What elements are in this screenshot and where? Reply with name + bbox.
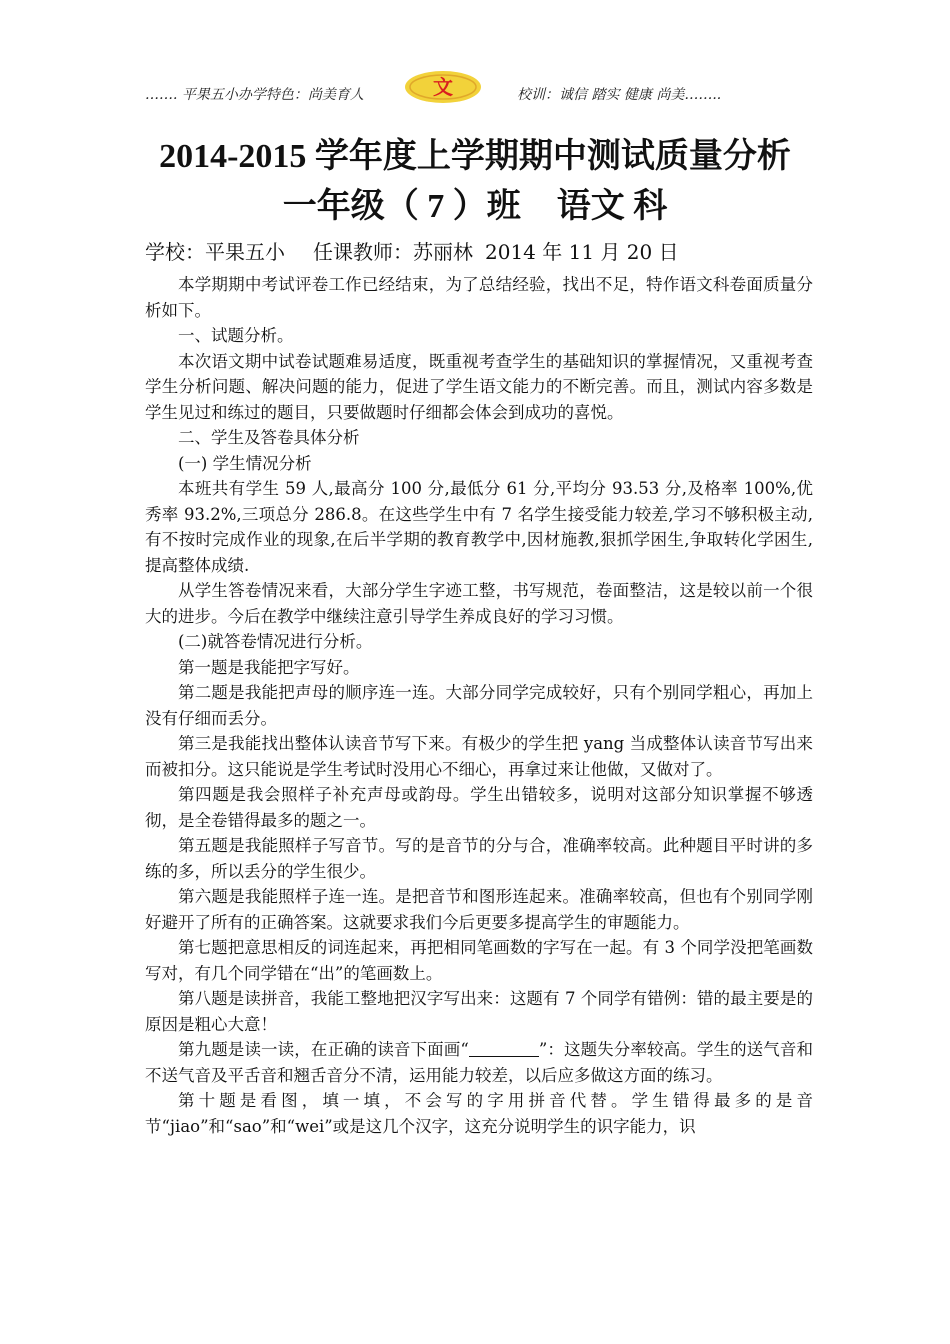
paragraph: 第三是我能找出整体认读音节写下来。有极少的学生把 yang 当成整体认读音节写出来而被扣分。这只能说是学生考试时没用心不细心，再拿过来让他做，又做对了。 <box>145 734 813 779</box>
teacher-name: 任课教师：苏丽林 <box>313 240 473 264</box>
document-subtitle <box>0 178 950 227</box>
subsection-heading: (一) 学生情况分析 <box>178 453 312 473</box>
paragraph: 第二题是我能把声母的顺序连一连。大部分同学完成较好，只有个别同学粗心，再加上没有仔细而丢分。 <box>145 683 813 728</box>
page-header <box>145 70 825 114</box>
report-date: 2014 年 11 月 20 日 <box>485 240 679 264</box>
header-school-motto: ……. 平果五小办学特色：尚美育人 <box>145 87 364 103</box>
document-title: 2014-2015 学年度上学期期中测试质量分析 <box>159 138 791 175</box>
paragraph: 第七题把意思相反的词连起来，再把相同笔画数的字写在一起。有 3 个同学没把笔画数写对，有几个同学错在“出”的笔画数上。 <box>145 938 813 983</box>
paragraph: 第十题是看图，填一填，不会写的字用拼音代替。学生错得最多的是音节“jiao”和“sao”和“wei”或是这几个汉字，这充分说明学生的识字能力，识 <box>145 1091 813 1136</box>
school-logo-icon <box>403 70 483 104</box>
document-body <box>145 272 813 1139</box>
class-label: 一年级（ 7 ）班 <box>282 188 521 225</box>
logo-char: 文 <box>433 75 453 99</box>
paragraph: 本次语文期中试卷试题难易适度，既重视考查学生的基础知识的掌握情况，又重视考查学生分析问题、解决问题的能力，促进了学生语文能力的不断完善。而且，测试内容多数是学生见过和练过的题目，只要做题时仔细都会体会到成功的喜悦。 <box>145 351 813 422</box>
para9-after: ”：这题失分率较高。学生的送气音和不送气音及平舌音和翘舌音分不清，运用能力较差，以后应多做这方面的练习。 <box>145 1040 814 1085</box>
paragraph: 第五题是我能照样子写音节。写的是音节的分与合，准确率较高。此种题目平时讲的多练的多，所以丢分的学生很少。 <box>145 836 813 881</box>
paragraph <box>145 1037 813 1088</box>
paragraph: 第八题是读拼音，我能工整地把汉字写出来：这题有 7 个同学有错例：错的最主要是的原因是粗心大意！ <box>145 989 813 1034</box>
section-heading: 一、试题分析。 <box>178 326 294 345</box>
header-school-motto-2: 校训：诚信 踏实 健康 尚美…….. <box>517 87 722 103</box>
paragraph: 从学生答卷情况来看，大部分学生字迹工整，书写规范，卷面整洁，这是较以前一个很大的进步。今后在教学中继续注意引导学生养成良好的学习习惯。 <box>145 581 813 626</box>
subsection-heading: (二)就答卷情况进行分析。 <box>178 632 373 651</box>
school-name: 学校：平果五小 <box>145 240 285 264</box>
paragraph: 第六题是我能照样子连一连。是把音节和图形连起来。准确率较高，但也有个别同学刚好避开了所有的正确答案。这就要求我们今后更要多提高学生的审题能力。 <box>145 887 813 932</box>
subject-label: 语文 科 <box>556 188 668 225</box>
para9-before: 第九题是读一读，在正确的读音下面画“ <box>178 1040 469 1059</box>
paragraph: 第四题是我会照样子补充声母或韵母。学生出错较多，说明对这部分知识掌握不够透彻，是全卷错得最多的题之一。 <box>145 785 813 830</box>
underline-blank <box>469 1040 539 1057</box>
section-heading: 二、学生及答卷具体分析 <box>178 428 360 447</box>
document-meta <box>145 236 679 265</box>
paragraph: 第一题是我能把字写好。 <box>178 657 360 677</box>
paragraph: 本班共有学生 59 人,最高分 100 分,最低分 61 分,平均分 93.53 分,及格率 100%,优秀率 93.2%,三项总分 286.8。在这些学生中有 7 名学生接受能力较差,学习不够积极主动,有不按时完成作业的现象,在后半学期的教育教学中,因材施教,狠抓学困生,争取转化学困生,提高整体成绩. <box>145 479 813 575</box>
paragraph: 本学期期中考试评卷工作已经结束，为了总结经验，找出不足，特作语文科卷面质量分析如下。 <box>145 275 813 320</box>
